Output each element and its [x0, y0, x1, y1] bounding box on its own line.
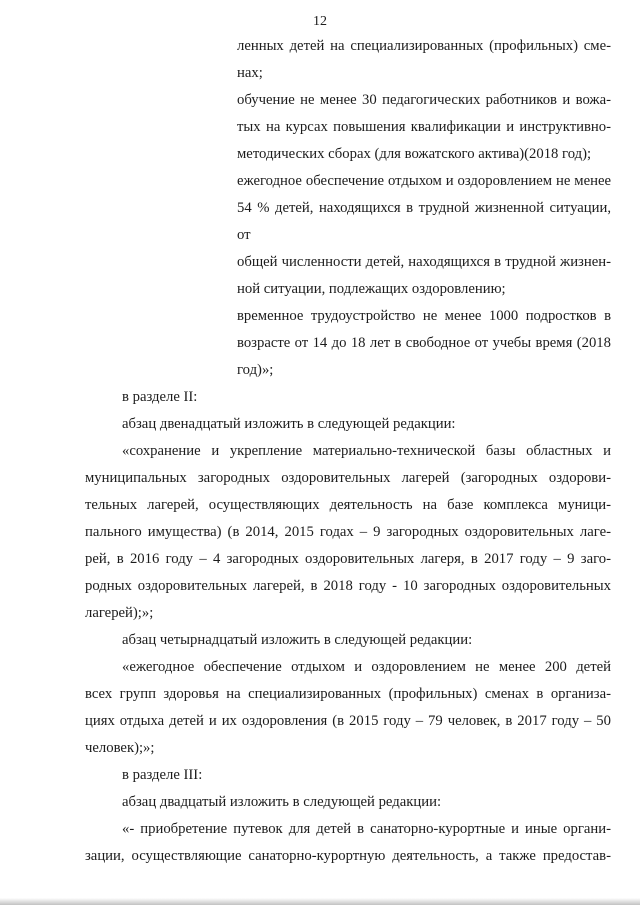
paragraph	[85, 654, 611, 762]
text-line: «ежегодное обеспечение отдыхом и оздоровлением не менее 200 детей	[122, 659, 611, 675]
text-line: тых на курсах повышения квалификации и инструктивно-	[237, 119, 611, 135]
text-line: ежегодное обеспечение отдыхом и оздоровлением не менее	[237, 173, 611, 189]
text-line: абзац четырнадцатый изложить в следующей редакции:	[122, 632, 473, 648]
paragraph	[85, 627, 611, 654]
text-line: временное трудоустройство не менее 1000 подростков в	[237, 308, 611, 324]
paragraph	[85, 384, 611, 411]
paragraph	[85, 411, 611, 438]
scan-bottom-edge	[0, 898, 640, 905]
text-line: обучение не менее 30 педагогических работников и вожа-	[237, 92, 611, 108]
text-line: ной ситуации, подлежащих оздоровлению;	[237, 281, 506, 297]
paragraph	[85, 789, 611, 816]
document-body	[85, 33, 611, 870]
text-line: зации, осуществляющие санаторно-курортную деятельность, а также предостав-	[85, 848, 611, 864]
text-line: родных оздоровительных лагерей, в 2018 году - 10 загородных оздоровительных	[85, 578, 611, 594]
paragraph	[85, 762, 611, 789]
text-line: 54 % детей, находящихся в трудной жизненной ситуации, от	[237, 200, 611, 243]
text-line: методических сборах (для вожатского актива)(2018 год);	[237, 146, 592, 162]
paragraph	[237, 168, 611, 303]
text-line: в разделе II:	[122, 389, 198, 405]
text-line: возрасте от 14 до 18 лет в свободное от учебы время (2018	[237, 335, 611, 351]
text-line: в разделе III:	[122, 767, 203, 783]
text-line: муниципальных загородных оздоровительных лагерей (загородных оздорови-	[85, 470, 611, 486]
text-line: «- приобретение путевок для детей в санаторно-курортные и иные органи-	[122, 821, 611, 837]
text-line: ленных детей на специализированных (профильных) сме-	[237, 38, 611, 54]
text-line: пального имущества) (в 2014, 2015 годах – 9 загородных оздоровительных лаге-	[85, 524, 611, 540]
paragraph	[237, 303, 611, 384]
text-line: циях отдыха детей и их оздоровления (в 2015 году – 79 человек, в 2017 году – 50	[85, 713, 611, 729]
paragraph	[85, 816, 611, 870]
text-line: тельных лагерей, осуществляющих деятельность на базе комплекса муници-	[85, 497, 611, 513]
text-line: общей численности детей, находящихся в трудной жизнен-	[237, 254, 611, 270]
text-line: год)»;	[237, 362, 274, 378]
text-line: человек);»;	[85, 740, 155, 756]
text-line: рей, в 2016 году – 4 загородных оздоровительных лагеря, в 2017 году – 9 заго-	[85, 551, 611, 567]
paragraph	[237, 87, 611, 168]
text-line: нах;	[237, 65, 263, 81]
text-line: абзац двадцатый изложить в следующей редакции:	[122, 794, 442, 810]
paragraph	[85, 438, 611, 627]
paragraph	[237, 33, 611, 87]
text-line: всех групп здоровья на специализированных (профильных) сменах в организа-	[85, 686, 611, 702]
text-line: абзац двенадцатый изложить в следующей редакции:	[122, 416, 456, 432]
text-line: лагерей);»;	[85, 605, 154, 621]
page-number: 12	[313, 14, 327, 29]
text-line: «сохранение и укрепление материально-технической базы областных и	[122, 443, 611, 459]
